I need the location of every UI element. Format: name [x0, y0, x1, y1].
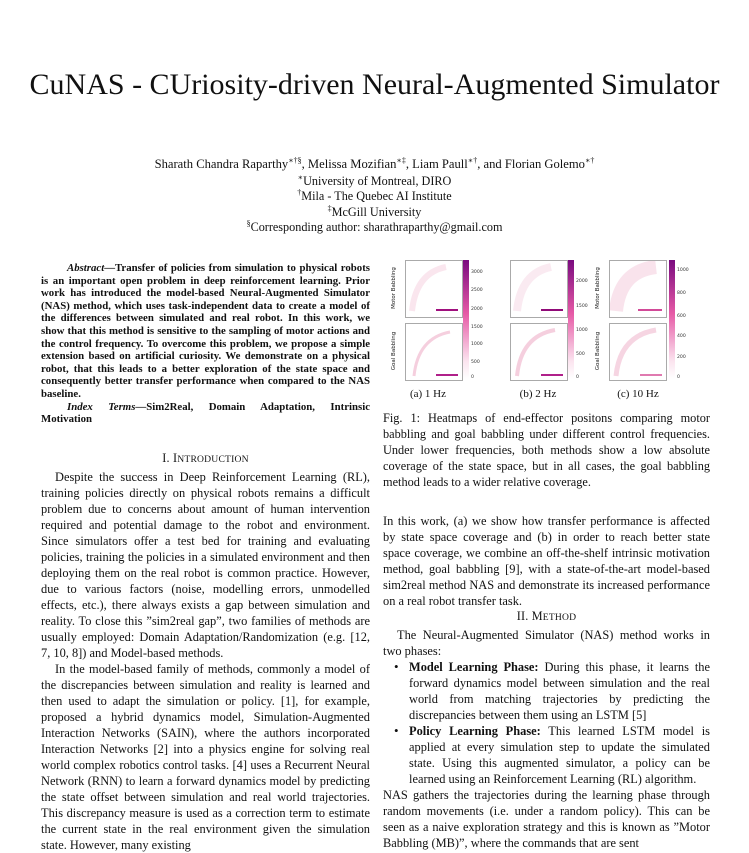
abstract — [41, 262, 370, 426]
colorbar-tick: 1000 — [576, 328, 588, 333]
method-paragraph-2: NAS gathers the trajectories during the learning phase through random movements (i.e. under a random policy). This can be seen as a naive exploration strategy and this is known as ”Motor Babbling (MB)”, where the commands that are sent — [383, 788, 710, 850]
intro-body — [41, 469, 370, 853]
list-item-label: Model Learning Phase: — [409, 660, 539, 674]
subcaption-a: (a) 1 Hz — [409, 388, 447, 400]
author-2-marks: ∗‡ — [396, 156, 406, 165]
colorbar-tick: 0 — [471, 375, 474, 380]
colorbar-tick: 0 — [677, 375, 680, 380]
figure-caption: Fig. 1: Heatmaps of end-effector positons comparing motor babbling and goal babbling under different control frequencies. Under lower frequencies, both methods show a low absolute coverage of the state space, but in all cases, the goal babbling method leads to a wider relative coverage. — [383, 411, 710, 489]
intro-paragraph-2: In the model-based family of methods, commonly a model of the discrepancies between simulation and reality is learned and then used to adapt the simulation or policy. [1], for example, proposed a hybrid dynamics model, Simulation-Augmented Interaction Networks (SAIN), where the authors incorporated Interaction Networks [2] into a physics engine for solving real world complex robotics control tasks. [4] uses a Recurrent Neural Network (RNN) to learn a forward dynamics model by predicting the state offset between simulation and real world trajectories. This discrepancy measure is used as a correction term to estimate the current state in the real environment given the simulation state. However, many existing — [41, 662, 370, 852]
figure-heatmaps — [383, 256, 710, 406]
affiliation-mark: ∗ — [297, 173, 304, 182]
author-1: Sharath Chandra Raparthy — [154, 157, 289, 171]
colorbar-tick: 400 — [677, 334, 686, 339]
heatmap-b-goal — [510, 323, 568, 381]
author-last-separator: , and — [477, 157, 505, 171]
phase-list — [383, 659, 710, 787]
list-item-text: During this phase, it learns the forward dynamics model between simulation and the real world from matching trajectories by predicting the discrepancies between them using an LSTM [5] — [409, 660, 710, 722]
right-paragraph-1: In this work, (a) we show how transfer performance is affected by state space coverage and (b) in order to reach better state space coverage, we combine an off-the-shelf intrinsic motivation method, goal babbling [9], with a state-of-the-art model-based sim2real method NAS and demonstrate its increased performance on a real robot transfer task. — [383, 514, 710, 608]
colorbar-tick: 200 — [677, 355, 686, 360]
colorbar-tick: 0 — [576, 375, 579, 380]
affiliation-mark: § — [246, 219, 251, 228]
abstract-label: Abstract — [67, 262, 105, 274]
list-item — [409, 659, 710, 723]
section-heading-introduction: I. INTRODUCTION — [162, 451, 249, 465]
author-separator: , — [405, 157, 413, 171]
row-label-motor: Motor Babbling — [595, 267, 601, 309]
colorbar-tick: 1500 — [576, 304, 588, 309]
colorbar-tick: 1000 — [677, 268, 689, 273]
colorbar-tick: 2000 — [471, 307, 483, 312]
colorbar-c — [669, 260, 675, 379]
affiliation-text: Corresponding author: sharathraparthy@gmail.com — [250, 220, 503, 234]
subcaption-c: (c) 10 Hz — [617, 388, 659, 400]
list-item-label: Policy Learning Phase: — [409, 724, 541, 738]
heatmap-a-goal — [405, 323, 463, 381]
affiliation-mark: ‡ — [327, 204, 332, 213]
affiliation-1 — [0, 174, 749, 189]
method-paragraph-1: The Neural-Augmented Simulator (NAS) method works in two phases: — [383, 628, 710, 658]
colorbar-tick: 500 — [471, 360, 480, 365]
affiliation-4 — [0, 220, 749, 235]
index-terms-text: —Sim2Real, Domain Adaptation, Intrinsic Motivation — [41, 400, 370, 426]
method-body — [383, 627, 710, 851]
author-1-marks: ∗†§ — [288, 156, 302, 165]
intro-paragraph-1: Despite the success in Deep Reinforcement Learning (RL), training policies directly on physical robots remains a difficult problem due to concerns about amount of human intervention required and potential damage to the robot and environment. Since simulators offer a test bed for training and evaluating policies, training the policies in a simulated environment and then deploying them on the real robot is common practice. However, due to various factors (noise, modelling errors, unmodelled effects, etc.), there always exists a gap between simulation and reality. To close this ”sim2real gap”, two families of methods are usually employed: Domain Adaptation/Randomization (e.g. [12, 7, 10, 8]) and Model-based methods. — [41, 470, 370, 660]
heatmap-c-motor — [609, 260, 667, 318]
author-3-marks: ∗† — [467, 156, 478, 165]
affiliation-2 — [0, 189, 749, 204]
index-terms-label: Index Terms — [67, 400, 136, 413]
row-label-goal: Goal Babbling — [595, 331, 601, 371]
author-2: Melissa Mozifian — [307, 157, 397, 171]
list-item-text: This learned LSTM model is applied at every simulation step to update the simulated state. Using this augmented simulator, a policy can be learned using an Reinforcement Learning (RL) algorithm. — [409, 724, 710, 786]
abstract-text: —Transfer of policies from simulation to physical robots is an important open problem in deep reinforcement learning. Prior work has introduced the model-based Neural-Augmented Simulator (NAS) method, which uses task-independent data to create a model of the differences between simulated and real robot. In this work, we show that this method is sensitive to the sampling of motor actions and the control frequency. To overcome this problem, we propose a simple extension based on artificial curiosity. We demonstrate on a physical robot, that this leads to a better exploration of the state space and consequently better transfer performance when compared to the NAS baseline. — [41, 262, 370, 400]
affiliation-mark: † — [297, 188, 302, 197]
paper-title: CuNAS - CUriosity-driven Neural-Augmented Simulator — [29, 68, 720, 101]
colorbar-tick: 800 — [677, 291, 686, 296]
colorbar-a — [463, 260, 469, 379]
subcaption-b: (b) 2 Hz — [519, 388, 557, 400]
colorbar-tick: 500 — [576, 352, 585, 357]
affiliation-text: McGill University — [331, 205, 422, 219]
colorbar-tick: 1500 — [471, 325, 483, 330]
colorbar-tick: 3000 — [471, 270, 483, 275]
list-item — [409, 723, 710, 787]
colorbar-b — [568, 260, 574, 379]
heatmap-a-motor — [405, 260, 463, 318]
row-label-goal: Goal Babbling — [391, 331, 397, 371]
row-label-motor: Motor Babbling — [391, 267, 397, 309]
section-heading-method: II. METHOD — [516, 609, 577, 623]
heatmap-c-goal — [609, 323, 667, 381]
colorbar-tick: 2500 — [471, 288, 483, 293]
author-3: Liam Paull — [412, 157, 468, 171]
colorbar-tick: 1000 — [471, 342, 483, 347]
affiliation-3 — [0, 205, 749, 220]
author-list — [0, 157, 749, 172]
heatmap-b-motor — [510, 260, 568, 318]
colorbar-tick: 2000 — [576, 279, 588, 284]
author-4: Florian Golemo — [504, 157, 585, 171]
affiliation-text: University of Montreal, DIRO — [303, 174, 452, 188]
affiliation-text: Mila - The Quebec AI Institute — [301, 189, 452, 203]
colorbar-tick: 600 — [677, 314, 686, 319]
author-4-marks: ∗† — [584, 156, 595, 165]
author-separator: , — [301, 157, 308, 171]
